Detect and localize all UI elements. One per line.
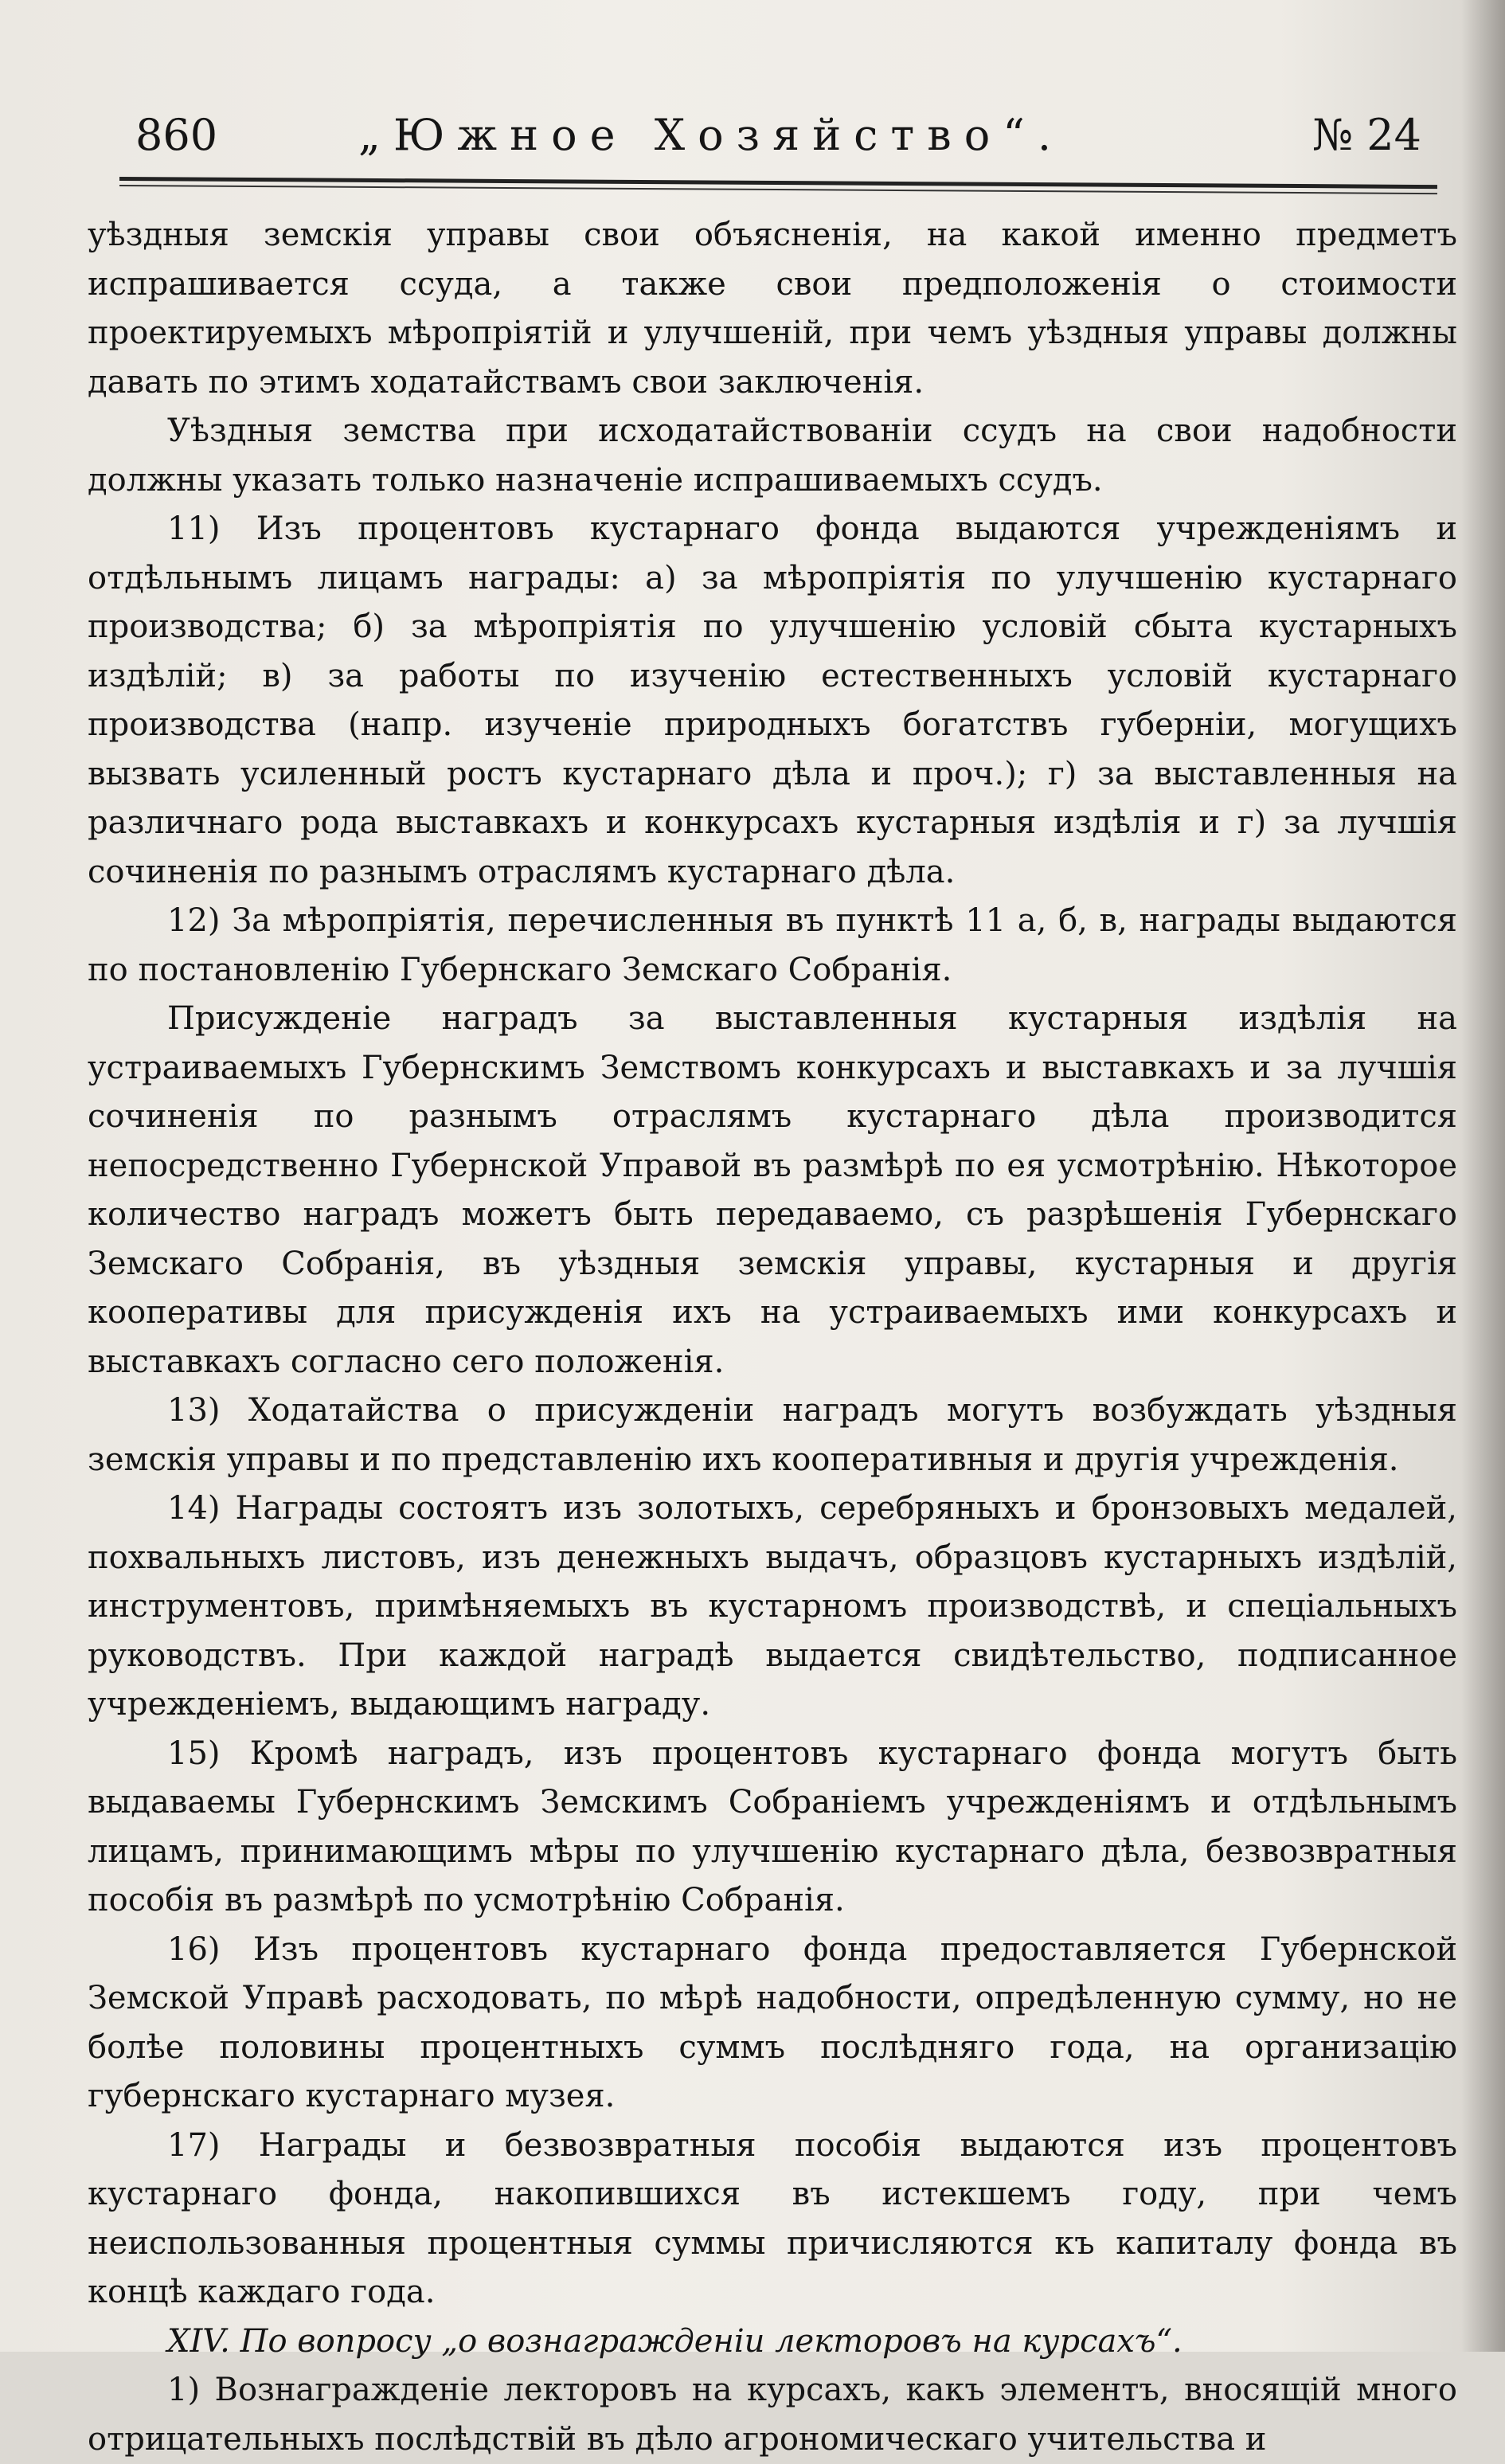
paragraph-item-12: 12) За мѣропріятія, перечисленныя въ пунктѣ 11 а, б, в, награды выдаются по постановленію Губернскаго Земскаго Собранія. bbox=[88, 902, 1457, 988]
journal-title: „Южное Хозяйство“. bbox=[358, 110, 1064, 160]
paragraph-county-zemstvos: Уѣздныя земства при исходатайствованіи ссудъ на свои надобности должны указать только назначеніе испрашиваемыхъ ссудъ. bbox=[88, 413, 1457, 499]
paragraph-xiv-item-1: 1) Вознагражденіе лекторовъ на курсахъ, какъ элементъ, вносящій много отрицательныхъ послѣдствій въ дѣло агрономическаго учительства и bbox=[88, 2372, 1457, 2458]
paragraph-item-13: 13) Ходатайства о присужденіи наградъ могутъ возбуждать уѣздныя земскія управы и по представленію ихъ кооперативныя и другія учрежденія. bbox=[88, 1392, 1457, 1478]
paragraph-item-14: 14) Награды состоятъ изъ золотыхъ, серебряныхъ и бронзовыхъ медалей, похвальныхъ листовъ, изъ денежныхъ выдачъ, образцовъ кустарныхъ издѣлій, инструментовъ, примѣняемыхъ въ кустарномъ производствѣ, и спеціальныхъ руководствъ. При каждой наградѣ выдается свидѣтельство, подписанное учрежденіемъ, выдающимъ награду. bbox=[88, 1490, 1457, 1723]
issue-number: № 24 bbox=[1312, 110, 1421, 160]
paragraph-awards-procedure: Присужденіе наградъ за выставленныя кустарныя издѣлія на устраиваемыхъ Губернскимъ Земствомъ конкурсахъ и выставкахъ и за лучшія сочиненія по разнымъ отраслямъ кустарнаго дѣла производится непосредственно Губернской Управой въ размѣрѣ по ея усмотрѣнію. Нѣкоторое количество наградъ можетъ быть передаваемо, съ разрѣшенія Губернскаго Земскаго Собранія, въ уѣздныя земскія управы, кустарныя и другія кооперативы для присужденія ихъ на устраиваемыхъ ими конкурсахъ и выставкахъ согласно сего положенія. bbox=[88, 1000, 1457, 1380]
section-heading-xiv: XIV. По вопросу „о вознагражденіи лекторовъ на курсахъ“. bbox=[167, 2322, 1182, 2360]
page-header bbox=[119, 110, 1437, 166]
paragraph-item-17: 17) Награды и безвозвратныя пособія выдаются изъ процентовъ кустарнаго фонда, накопившихся въ истекшемъ году, при чемъ неиспользованныя процентныя суммы причисляются къ капиталу фонда въ концѣ каждаго года. bbox=[88, 2126, 1457, 2310]
page-edge-shadow bbox=[1461, 0, 1505, 2352]
paragraph-continuation: уѣздныя земскія управы свои объясненія, на какой именно предметъ испрашивается ссуда, а также свои предположенія о стоимости проектируемыхъ мѣропріятій и улучшеній, при чемъ уѣздныя управы должны давать по этимъ ходатайствамъ свои заключенія. bbox=[88, 217, 1457, 401]
paragraph-item-11: 11) Изъ процентовъ кустарнаго фонда выдаются учрежденіямъ и отдѣльнымъ лицамъ награды: а) за мѣропріятія по улучшенію кустарнаго производства; б) за мѣропріятія по улучшенію условій сбыта кустарныхъ издѣлій; в) за работы по изученію естественныхъ условій кустарнаго производства (напр. изученіе природныхъ богатствъ губерніи, могущихъ вызвать усиленный ростъ кустарнаго дѣла и проч.); г) за выставленныя на различнаго рода выставкахъ и конкурсахъ кустарныя издѣлія и г) за лучшія сочиненія по разнымъ отраслямъ кустарнаго дѣла. bbox=[88, 510, 1457, 890]
page-number: 860 bbox=[135, 110, 218, 160]
paragraph-item-16: 16) Изъ процентовъ кустарнаго фонда предоставляется Губернской Земской Управѣ расходовать, по мѣрѣ надобности, опредѣленную сумму, но не болѣе половины процентныхъ суммъ послѣдняго года, на организацію губернскаго кустарнаго музея. bbox=[88, 1930, 1457, 2114]
body-text bbox=[88, 211, 1457, 2464]
paragraph-item-15: 15) Кромѣ наградъ, изъ процентовъ кустарнаго фонда могутъ быть выдаваемы Губернскимъ Земскимъ Собраніемъ учрежденіямъ и отдѣльнымъ лицамъ, принимающимъ мѣры по улучшенію кустарнаго дѣла, безвозвратныя пособія въ размѣрѣ по усмотрѣнію Собранія. bbox=[88, 1735, 1457, 1918]
